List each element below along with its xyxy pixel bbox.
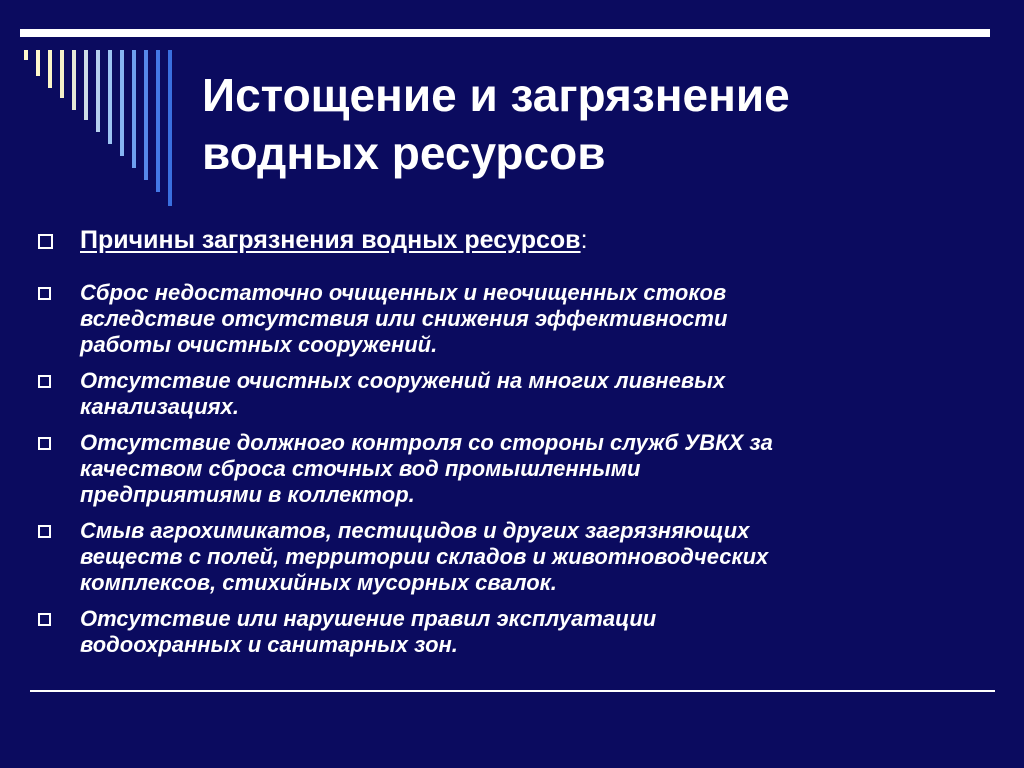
list-item-line: качеством сброса сточных вод промышленными (80, 456, 641, 481)
stripe-bar (60, 50, 64, 98)
list-item-line: предприятиями в коллектор. (80, 482, 415, 507)
list-item-line: комплексов, стихийных мусорных свалок. (80, 570, 557, 595)
hollow-square-bullet-icon (38, 437, 51, 450)
list-heading-text: Причины загрязнения водных ресурсов (80, 226, 581, 254)
list-item (38, 606, 988, 658)
hollow-square-bullet-icon (38, 287, 51, 300)
stripe-bar (24, 50, 28, 60)
top-rule (20, 29, 990, 37)
list-heading (38, 223, 988, 257)
slide-title (202, 66, 982, 182)
stripe-bar (168, 50, 172, 206)
stripe-bar (36, 50, 40, 76)
title-line-1: Истощение и загрязнение (202, 69, 790, 121)
title-line-2: водных ресурсов (202, 127, 606, 179)
stripe-bar (48, 50, 52, 88)
list-item-line: Отсутствие должного контроля со стороны служб УВКХ за (80, 430, 773, 455)
stripe-bar (108, 50, 112, 144)
hollow-square-bullet-icon (38, 613, 51, 626)
list-item (38, 518, 988, 596)
stripe-bar (72, 50, 76, 110)
list-heading-colon: : (580, 226, 588, 254)
list-item (38, 368, 988, 420)
stripe-bar (84, 50, 88, 120)
bullet-list (38, 223, 988, 668)
list-item-line: веществ с полей, территории складов и животноводческих (80, 544, 769, 569)
list-item-line: канализациях. (80, 394, 239, 419)
stripe-bar (132, 50, 136, 168)
stripe-bar (96, 50, 100, 132)
hollow-square-bullet-icon (38, 234, 53, 249)
list-item (38, 280, 988, 358)
list-item (38, 430, 988, 508)
stripe-bar (144, 50, 148, 180)
stripe-bar (156, 50, 160, 192)
list-item-line: Отсутствие очистных сооружений на многих ливневых (80, 368, 726, 393)
list-item-line: Отсутствие или нарушение правил эксплуатации (80, 606, 657, 631)
list-item-line: Смыв агрохимикатов, пестицидов и других загрязняющих (80, 518, 750, 543)
hollow-square-bullet-icon (38, 525, 51, 538)
list-item-line: Сброс недостаточно очищенных и неочищенных стоков (80, 280, 727, 305)
bottom-rule (30, 690, 995, 692)
list-item-line: вследствие отсутствия или снижения эффективности (80, 306, 728, 331)
hollow-square-bullet-icon (38, 375, 51, 388)
list-item-line: водоохранных и санитарных зон. (80, 632, 458, 657)
stripe-bar (120, 50, 124, 156)
striped-bars-decoration (24, 50, 174, 210)
list-item-line: работы очистных сооружений. (80, 332, 438, 357)
